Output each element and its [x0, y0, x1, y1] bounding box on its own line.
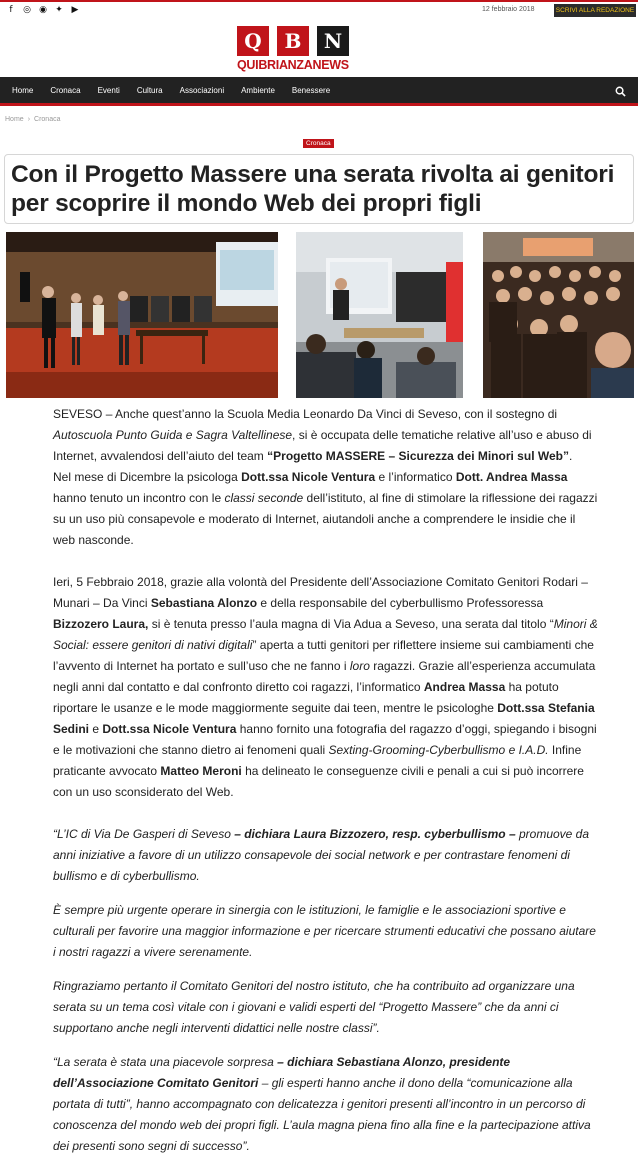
facebook-icon[interactable]: f: [9, 5, 13, 15]
logo-letter-q: Q: [237, 26, 269, 56]
category-badge[interactable]: Cronaca: [303, 139, 334, 148]
photo-classroom-presentation-image: [296, 232, 463, 398]
logo-letter-n: N: [317, 26, 349, 56]
text: dell’istituto, al fine di stimolare la riflessione dei ragazzi su un uso più consapevole e moderato di Internet, aiutandoli anche a comprendere le insidie che il web nasconde.: [53, 491, 598, 547]
photo-classroom-presentation[interactable]: [296, 232, 463, 398]
breadcrumb: [5, 116, 61, 123]
nav-item-associazioni[interactable]: Associazioni: [179, 86, 225, 95]
breadcrumb-cronaca[interactable]: Cronaca: [34, 116, 61, 123]
photo-audience[interactable]: [483, 232, 634, 398]
youtube-icon[interactable]: ▶: [71, 5, 79, 15]
text: ” aperta a tutti genitori per riflettere insieme sui cambiamenti che l’avvento di Internet ha portato e sull’uso che ne fanno i: [53, 638, 594, 673]
person-name: Dott.ssa Stefania Sedini: [53, 701, 595, 736]
person-name: Dott. Andrea Massa: [455, 470, 568, 484]
quote-attribution: – dichiara Laura Bizzozero, resp. cyberbullismo –: [234, 827, 516, 841]
text: e della responsabile del cyberbullismo Professoressa: [257, 596, 544, 610]
quote-paragraph: È sempre più urgente operare in sinergia con le istituzioni, le famiglie e le associazioni sportive e culturali per favorire una maggior informazione e per ricercare strumenti educativi che possano aiutare i nostri ragazzi a vivere serenamente.: [53, 903, 596, 959]
text: , si è occupata delle tematiche relative all’uso e abuso di Internet, avvalendosi dell’aiuto del team: [53, 428, 592, 463]
text: Nel mese di Dicembre la psicologa: [53, 470, 242, 484]
nav-item-eventi[interactable]: Eventi: [97, 86, 120, 95]
nav-item-cultura[interactable]: Cultura: [136, 86, 163, 95]
text: Infine praticante avvocato: [53, 743, 582, 778]
emphasis: Sexting-Grooming-Cyberbullismo e I.A.D.: [328, 743, 549, 757]
main-navigation: [0, 77, 638, 106]
article-title: Con il Progetto Massere una serata rivolta ai genitori per scoprire il mondo Web dei propri figli: [11, 161, 615, 217]
quote-paragraph: [53, 824, 598, 887]
current-date: 12 febbraio 2018: [482, 6, 535, 13]
person-name: Bizzozero Laura,: [53, 617, 149, 631]
person-name: Andrea Massa: [423, 680, 506, 694]
text: e l’informatico: [375, 470, 456, 484]
person-name: Sebastiana Alonzo: [150, 596, 258, 610]
text: – gli esperti hanno anche il dono della “comunicazione alla portata di tutti”, hanno accompagnato con delicatezza i genitori presenti all’incontro in un percorso di conoscenza del mondo web dei propri figli. L’aula magna piena fino alla fine e la partecipazione attiva dei presenti sono segni di successo”.: [53, 1076, 591, 1153]
event-title: Minori & Social: essere genitori di nativi digitali: [53, 617, 598, 652]
photo-audience-image: [483, 232, 634, 398]
emphasis: classi seconde: [224, 491, 304, 505]
site-logo[interactable]: [237, 26, 349, 76]
text: ha delineato le conseguenze civili e penali a cui si può incorrere con un uso sconsiderato del Web.: [53, 764, 584, 799]
text: Ieri, 5 Febbraio 2018, grazie alla volontà del Presidente dell’Associazione Comitato Genitori Rodari – Munari – Da Vinci: [53, 575, 588, 610]
nav-item-benessere[interactable]: Benessere: [291, 86, 331, 95]
logo-wordmark: QUIBRIANZANEWS: [237, 58, 349, 72]
text: hanno fornito una fotografia del ragazzo d’oggi, spiegando i bisogni e le motivazioni che stanno dietro ai fenomeni quali: [53, 722, 597, 757]
text: ragazzi. Grazie all’esperienza accumulata negli anni dal contatto e dal confronto diretto coi ragazzi, l’informatico: [53, 659, 596, 694]
text: si è tenuta presso l’aula magna di Via Adua a Seveso, una serata dal titolo “: [148, 617, 554, 631]
breadcrumb-separator: ›: [27, 116, 31, 123]
article-paragraph: [53, 572, 598, 803]
emphasis: loro: [349, 659, 370, 673]
sponsors-text: Autoscuola Punto Guida e Sagra Valtellinese: [53, 428, 293, 442]
photo-stage-speakers-image: [6, 232, 278, 398]
text: ha potuto riportare le usanze e le mode maggiormente seguite dai teen, mentre le psicologhe: [53, 680, 559, 715]
article-body: [53, 404, 598, 1157]
breadcrumb-home[interactable]: Home: [5, 116, 24, 123]
person-name: Dott.ssa Nicole Ventura: [102, 722, 237, 736]
text: hanno tenuto un incontro con le: [53, 491, 225, 505]
person-name: Matteo Meroni: [160, 764, 242, 778]
write-to-editorial-button[interactable]: SCRIVI ALLA REDAZIONE: [554, 4, 636, 17]
text: .: [568, 449, 573, 463]
project-name: “Progetto MASSERE – Sicurezza dei Minori sul Web”: [267, 449, 569, 463]
social-links: [6, 5, 80, 15]
text: e: [89, 722, 103, 736]
rss-icon[interactable]: ◉: [39, 5, 47, 15]
top-bar: [0, 0, 638, 18]
text: “L’IC di Via De Gasperi di Seveso: [53, 827, 235, 841]
text: promuove da anni iniziative a favore di un utilizzo consapevole dei social network e per contrastare fenomeni di bullismo e di cyberbullismo.: [53, 827, 590, 883]
quote-paragraph: Ringraziamo pertanto il Comitato Genitori del nostro istituto, che ha contribuito ad organizzare una serata su un tema così vitale con i giovani e validi esperti del “Progetto Massere” che da anni ci supportano anche negli interventi didattici nelle nostre classi”.: [53, 979, 575, 1035]
quote-paragraph: [53, 1052, 598, 1157]
article-paragraph: [53, 467, 598, 551]
article-title-box: [4, 154, 634, 224]
logo-letter-b: B: [277, 26, 309, 56]
quote-attribution: – dichiara Sebastiana Alonzo, presidente dell’Associazione Comitato Genitori: [53, 1055, 511, 1090]
person-name: Dott.ssa Nicole Ventura: [241, 470, 376, 484]
photo-stage-speakers[interactable]: [6, 232, 278, 398]
nav-item-home[interactable]: Home: [12, 86, 34, 95]
text: SEVESO – Anche quest’anno la Scuola Media Leonardo Da Vinci di Seveso, con il sostegno di: [53, 407, 558, 421]
nav-item-ambiente[interactable]: Ambiente: [241, 86, 275, 95]
nav-item-cronaca[interactable]: Cronaca: [50, 86, 81, 95]
twitter-icon[interactable]: ✦: [55, 5, 63, 15]
search-icon[interactable]: [615, 86, 626, 97]
text: “La serata è stata una piacevole sorpresa: [53, 1055, 278, 1069]
instagram-icon[interactable]: ◎: [23, 5, 31, 15]
article-paragraph: [53, 404, 598, 467]
